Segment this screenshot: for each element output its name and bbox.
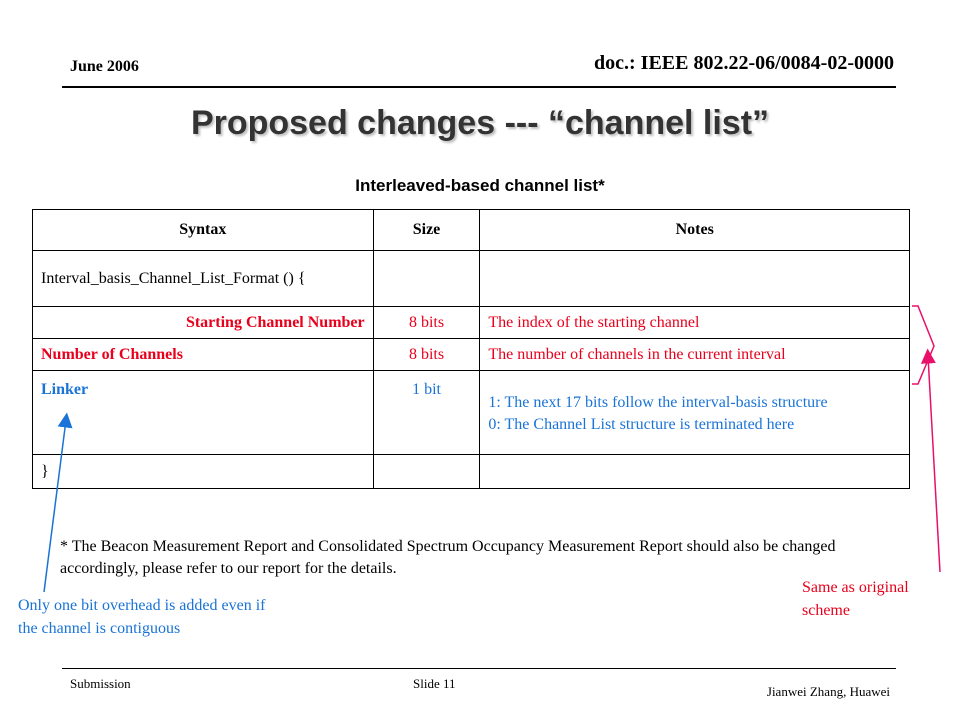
cell-syntax: Interval_basis_Channel_List_Format () { — [33, 251, 374, 307]
header-syntax: Syntax — [33, 210, 374, 251]
linker-annotation: Only one bit overhead is added even if the channel is contiguous — [18, 597, 266, 637]
cell-notes: The number of channels in the current interval — [480, 339, 910, 371]
right-bracket — [912, 306, 934, 384]
table-caption: Interleaved-based channel list* — [355, 176, 605, 195]
cell-syntax: Starting Channel Number — [33, 307, 374, 339]
linker-arrow — [44, 420, 66, 592]
slide-number: Slide 11 — [413, 676, 456, 691]
linker-note-line-1: 1: The next 17 bits follow the interval-basis structure — [488, 393, 828, 411]
cell-size: 8 bits — [373, 307, 480, 339]
same-scheme-annotation: Same as original scheme — [802, 579, 909, 619]
cell-notes: The index of the starting channel — [480, 307, 910, 339]
footer-rule — [62, 668, 896, 669]
footer-author: Jianwei Zhang, Huawei — [766, 684, 890, 699]
slide-title: Proposed changes --- “channel list” — [190, 104, 770, 142]
footer-submission: Submission — [70, 676, 131, 691]
header-size: Size — [373, 210, 480, 251]
header-notes: Notes — [480, 210, 910, 251]
same-scheme-arrow — [928, 356, 940, 572]
cell-syntax: Number of Channels — [33, 339, 374, 371]
slide-date: June 2006 — [70, 58, 139, 75]
document-id: doc.: IEEE 802.22-06/0084-02-0000 — [594, 52, 894, 74]
cell-size: 1 bit — [373, 371, 480, 455]
cell-syntax: } — [33, 455, 374, 489]
linker-note-line-2: 0: The Channel List structure is terminated here — [488, 415, 795, 433]
cell-syntax: Linker — [33, 371, 374, 455]
footnote: * The Beacon Measurement Report and Consolidated Spectrum Occupancy Measurement Report should also be changed accordingly, please refer to our report for the details. — [60, 538, 836, 577]
cell-size: 8 bits — [373, 339, 480, 371]
